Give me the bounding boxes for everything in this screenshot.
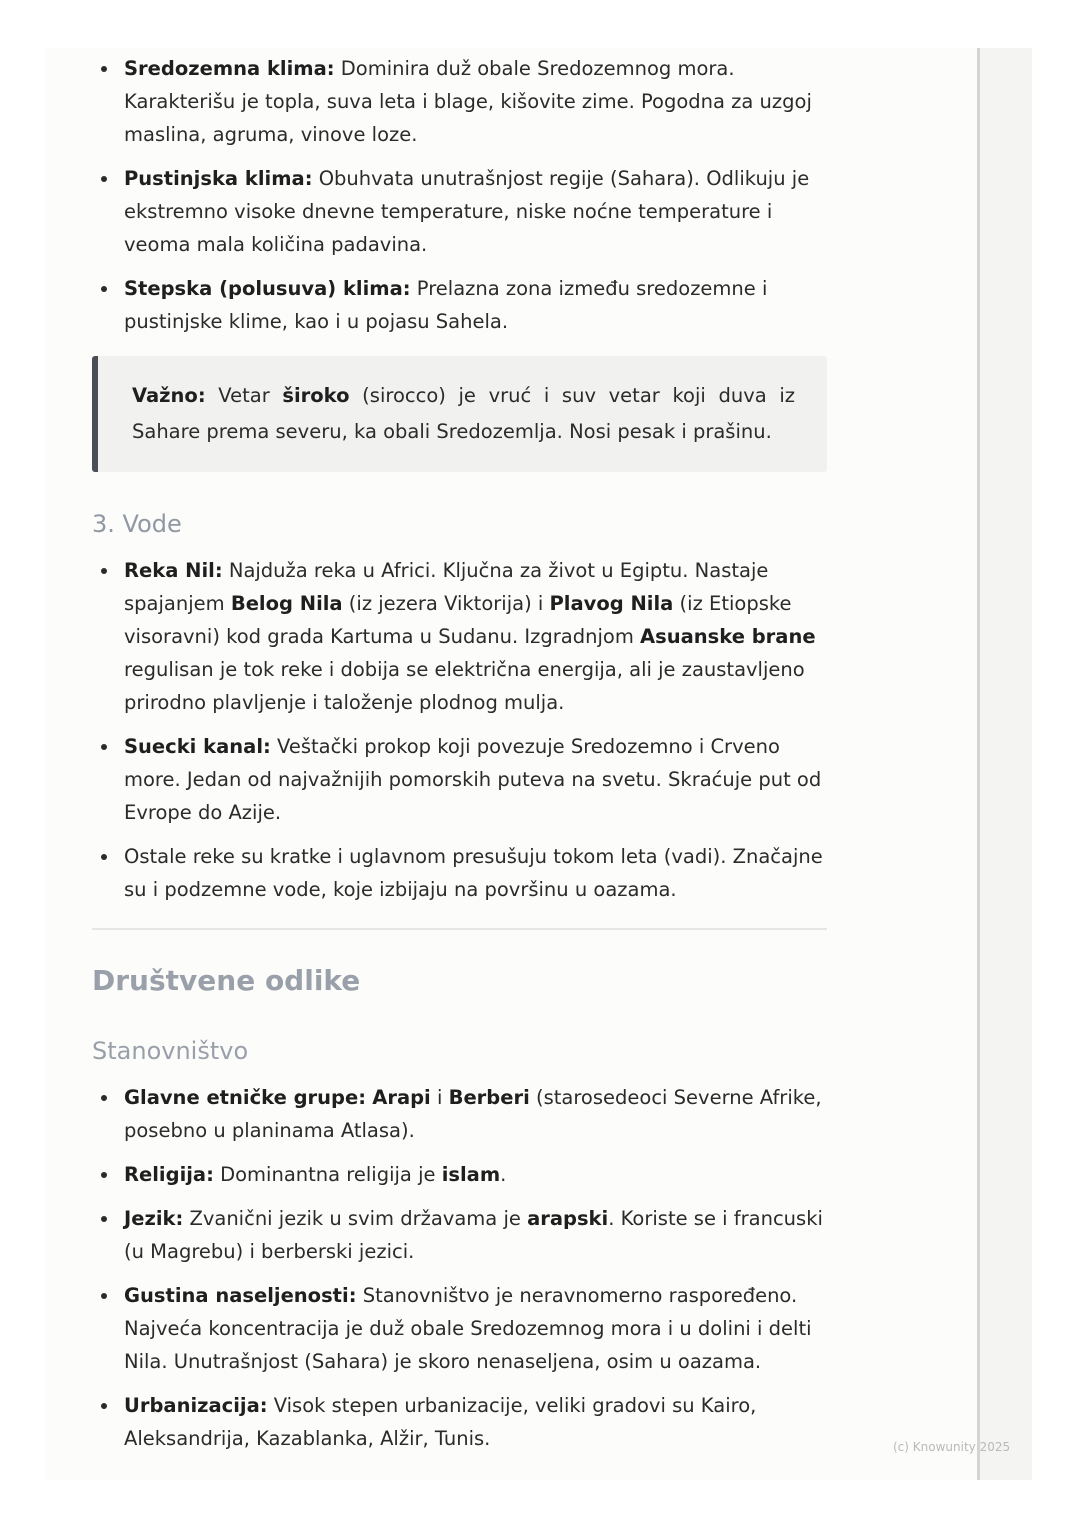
item-text: . — [500, 1163, 507, 1186]
item-bold: Arapi — [372, 1086, 431, 1109]
section-heading-society: Društvene odlike — [92, 964, 361, 997]
note-text: (sirocco) je vruć i suv vetar koji duva iz Sahare prema severu, ka obali Sredozemlja. Nosi pesak i prašinu. — [132, 384, 795, 443]
item-text: Prelazna zona između sredozemne i pustinjske klime, kao i u pojasu Sahela. — [124, 277, 768, 333]
item-bold: Plavog Nila — [549, 592, 674, 615]
section-divider — [92, 928, 827, 930]
list-item — [92, 1389, 832, 1455]
note-text: Vetar — [205, 384, 283, 407]
item-label: Sredozemna klima: — [124, 57, 335, 80]
item-label: Religija: — [124, 1163, 214, 1186]
important-note — [92, 356, 827, 472]
list-item — [92, 840, 832, 906]
item-label: Glavne etničke grupe: — [124, 1086, 367, 1109]
item-bold: Berberi — [448, 1086, 530, 1109]
item-text: Dominira duž obale Sredozemnog mora. Karakterišu je topla, suva leta i blage, kišovite zime. Pogodna za uzgoj maslina, agruma, vinove loze. — [124, 57, 812, 146]
climate-list — [92, 52, 832, 338]
item-label: Stepska (polusuva) klima: — [124, 277, 411, 300]
item-text: Dominantna religija je — [213, 1163, 442, 1186]
note-label: Važno: — [132, 384, 206, 407]
item-text: regulisan je tok reke i dobija se električna energija, ali je zaustavljeno prirodno plavljenje i taloženje plodnog mulja. — [124, 658, 805, 714]
list-item — [92, 1202, 832, 1268]
item-text: . Koriste se i francuski (u Magrebu) i berberski jezici. — [124, 1207, 823, 1263]
item-text: (iz jezera Viktorija) i — [342, 592, 550, 615]
section-heading-waters: 3. Vode — [92, 510, 182, 538]
item-text: Visok stepen urbanizacije, veliki gradovi su Kairo, Aleksandrija, Kazablanka, Alžir, Tunis. — [124, 1394, 757, 1450]
item-text: Veštački prokop koji povezuje Sredozemno i Crveno more. Jedan od najvažnijih pomorskih puteva na svetu. Skraćuje put od Evrope do Azije. — [124, 735, 822, 824]
item-bold: Asuanske brane — [640, 625, 816, 648]
item-text: (iz Etiopske visoravni) kod grada Kartuma u Sudanu. Izgradnjom — [124, 592, 792, 648]
item-text: Najduža reka u Africi. Ključna za život u Egiptu. Nastaje spajanjem — [124, 559, 769, 615]
list-item — [92, 730, 832, 829]
document-content — [92, 52, 832, 1466]
item-bold: arapski — [527, 1207, 609, 1230]
item-text: Ostale reke su kratke i uglavnom presušuju tokom leta (vadi). Značajne su i podzemne vode, koje izbijaju na površinu u oazama. — [124, 845, 823, 901]
item-label: Gustina naseljenosti: — [124, 1284, 357, 1307]
list-item — [92, 554, 832, 719]
item-text: Stanovništvo je neravnomerno raspoređeno. Najveća koncentracija je duž obale Sredozemnog mora i u dolini i delti Nila. Unutrašnjost (Sahara) je skoro nenaseljena, osim u oazama. — [124, 1284, 812, 1373]
item-text: Zvanični jezik u svim državama je — [183, 1207, 528, 1230]
subheading-population: Stanovništvo — [92, 1037, 249, 1065]
waters-list — [92, 554, 832, 906]
list-item — [92, 1081, 832, 1147]
item-label: Urbanizacija: — [124, 1394, 268, 1417]
copyright-footer: (c) Knowunity 2025 — [893, 1440, 1011, 1454]
note-bold: široko — [282, 384, 350, 407]
item-bold: islam — [441, 1163, 501, 1186]
item-label: Jezik: — [124, 1207, 184, 1230]
item-text: (starosedeoci Severne Afrike, posebno u planinama Atlasa). — [124, 1086, 822, 1142]
page-side-strip — [977, 48, 1032, 1480]
list-item — [92, 1158, 832, 1191]
list-item — [92, 272, 832, 338]
population-list — [92, 1081, 832, 1455]
item-text: Obuhvata unutrašnjost regije (Sahara). Odlikuju je ekstremno visoke dnevne temperature, niske noćne temperature i veoma mala količina padavina. — [124, 167, 810, 256]
item-label: Suecki kanal: — [124, 735, 271, 758]
item-label: Reka Nil: — [124, 559, 223, 582]
item-bold: Belog Nila — [230, 592, 343, 615]
item-text: i — [430, 1086, 449, 1109]
item-label: Pustinjska klima: — [124, 167, 313, 190]
list-item — [92, 1279, 832, 1378]
list-item — [92, 52, 832, 151]
list-item — [92, 162, 832, 261]
